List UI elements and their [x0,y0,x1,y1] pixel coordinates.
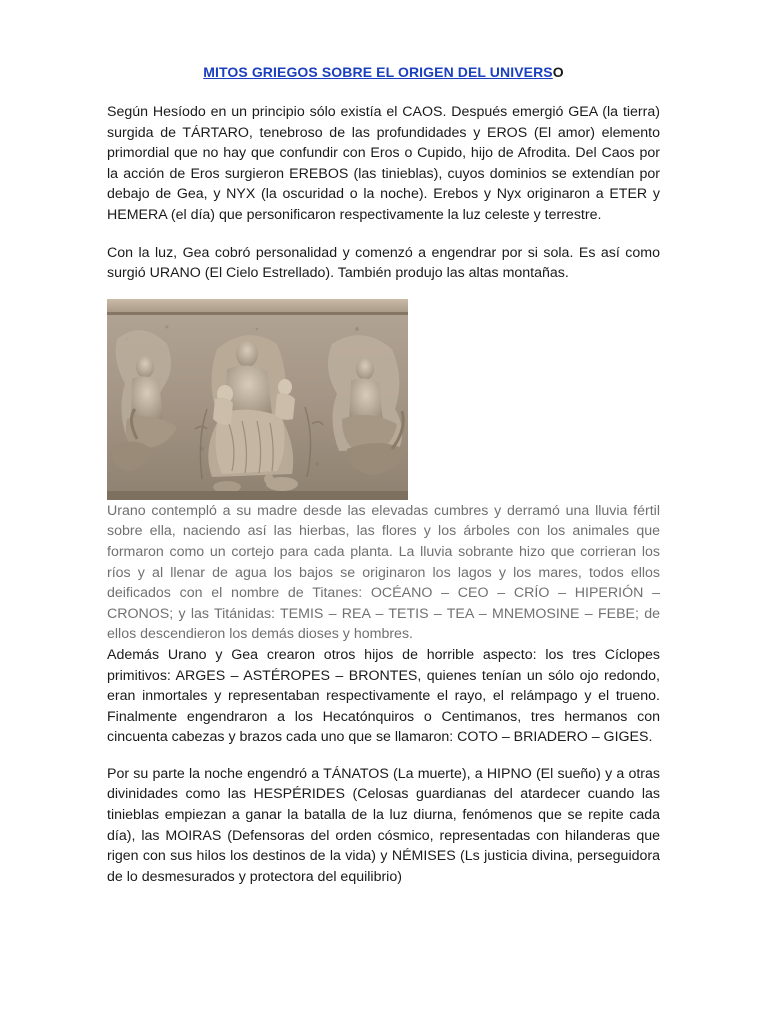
page-title [107,62,660,82]
title-link[interactable]: MITOS GRIEGOS SOBRE EL ORIGEN DEL UNIVERS [203,64,553,80]
paragraph-noche: Por su parte la noche engendró a TÁNATOS (La muerte), a HIPNO (El sueño) y a otras divinidades como las HESPÉRIDES (Celosas guardianas del atardecer cuando las tinieblas empiezan a ganar la batalla de la luz diurna, fenómenos que se repite cada día), las MOIRAS (Defensoras del orden cósmico, representadas con hilanderas que rigen con sus hilos los destinos de la vida) y NÉMISES (Ls justicia divina, perseguidora de lo desmesurados y protectora del equilibrio) [107,765,660,885]
paragraph-ciclopes: Además Urano y Gea crearon otros hijos de horrible aspecto: los tres Cíclopes primitivos: ARGES – ASTÉROPES – BRONTES, quienes tenían un sólo ojo redondo, eran inmortales y representaban respectivamente el rayo, el relámpago y el trueno. Finalmente engendraron a los Hecatónquiros o Centimanos, tres hermanos con cincuenta cabezas y brazos cada uno que se llamaron: COTO – BRIADERO – GIGES. [107,646,660,746]
title-tail: O [552,64,564,80]
paragraph-caos: Según Hesíodo en un principio sólo existía el CAOS. Después emergió GEA (la tierra) surgida de TÁRTARO, tenebroso de las profundidades y EROS (El amor) elemento primordial que no hay que confundir con Eros o Cupido, hijo de Afrodita. Del Caos por la acción de Eros surgieron EREBOS (las tinieblas), cuyos dominios se extendían por debajo de Gea, y NYX (la oscuridad o la noche). Erebos y Nyx originaron a ETER y HEMERA (el día) que personificaron respectivamente la luz celeste y terrestre. [107,104,660,223]
relief-sculpture-image [107,299,408,500]
paragraph-titanes: Urano contempló a su madre desde las elevadas cumbres y derramó una lluvia fértil sobre ella, naciendo así las hierbas, las flores y los árboles con los animales que formaron como un cortejo para cada planta. La lluvia sobrante hizo que corrieran los ríos y al llenar de agua los bajos se originaron los lagos y los mares, todos ellos deificados con el nombre de Titanes: OCÉANO – CEO – CRÍO – HIPERIÓN – CRONOS; y las Titánidas: TEMIS – REA – TETIS – TEA – MNEMOSINE – FEBE; de ellos descendieron los demás dioses y hombres. [107,502,660,643]
document-page [107,62,660,887]
paragraph-urano: Con la luz, Gea cobró personalidad y comenzó a engendrar por si sola. Es así como surgió URANO (El Cielo Estrellado). También produjo las altas montañas. [107,244,660,282]
